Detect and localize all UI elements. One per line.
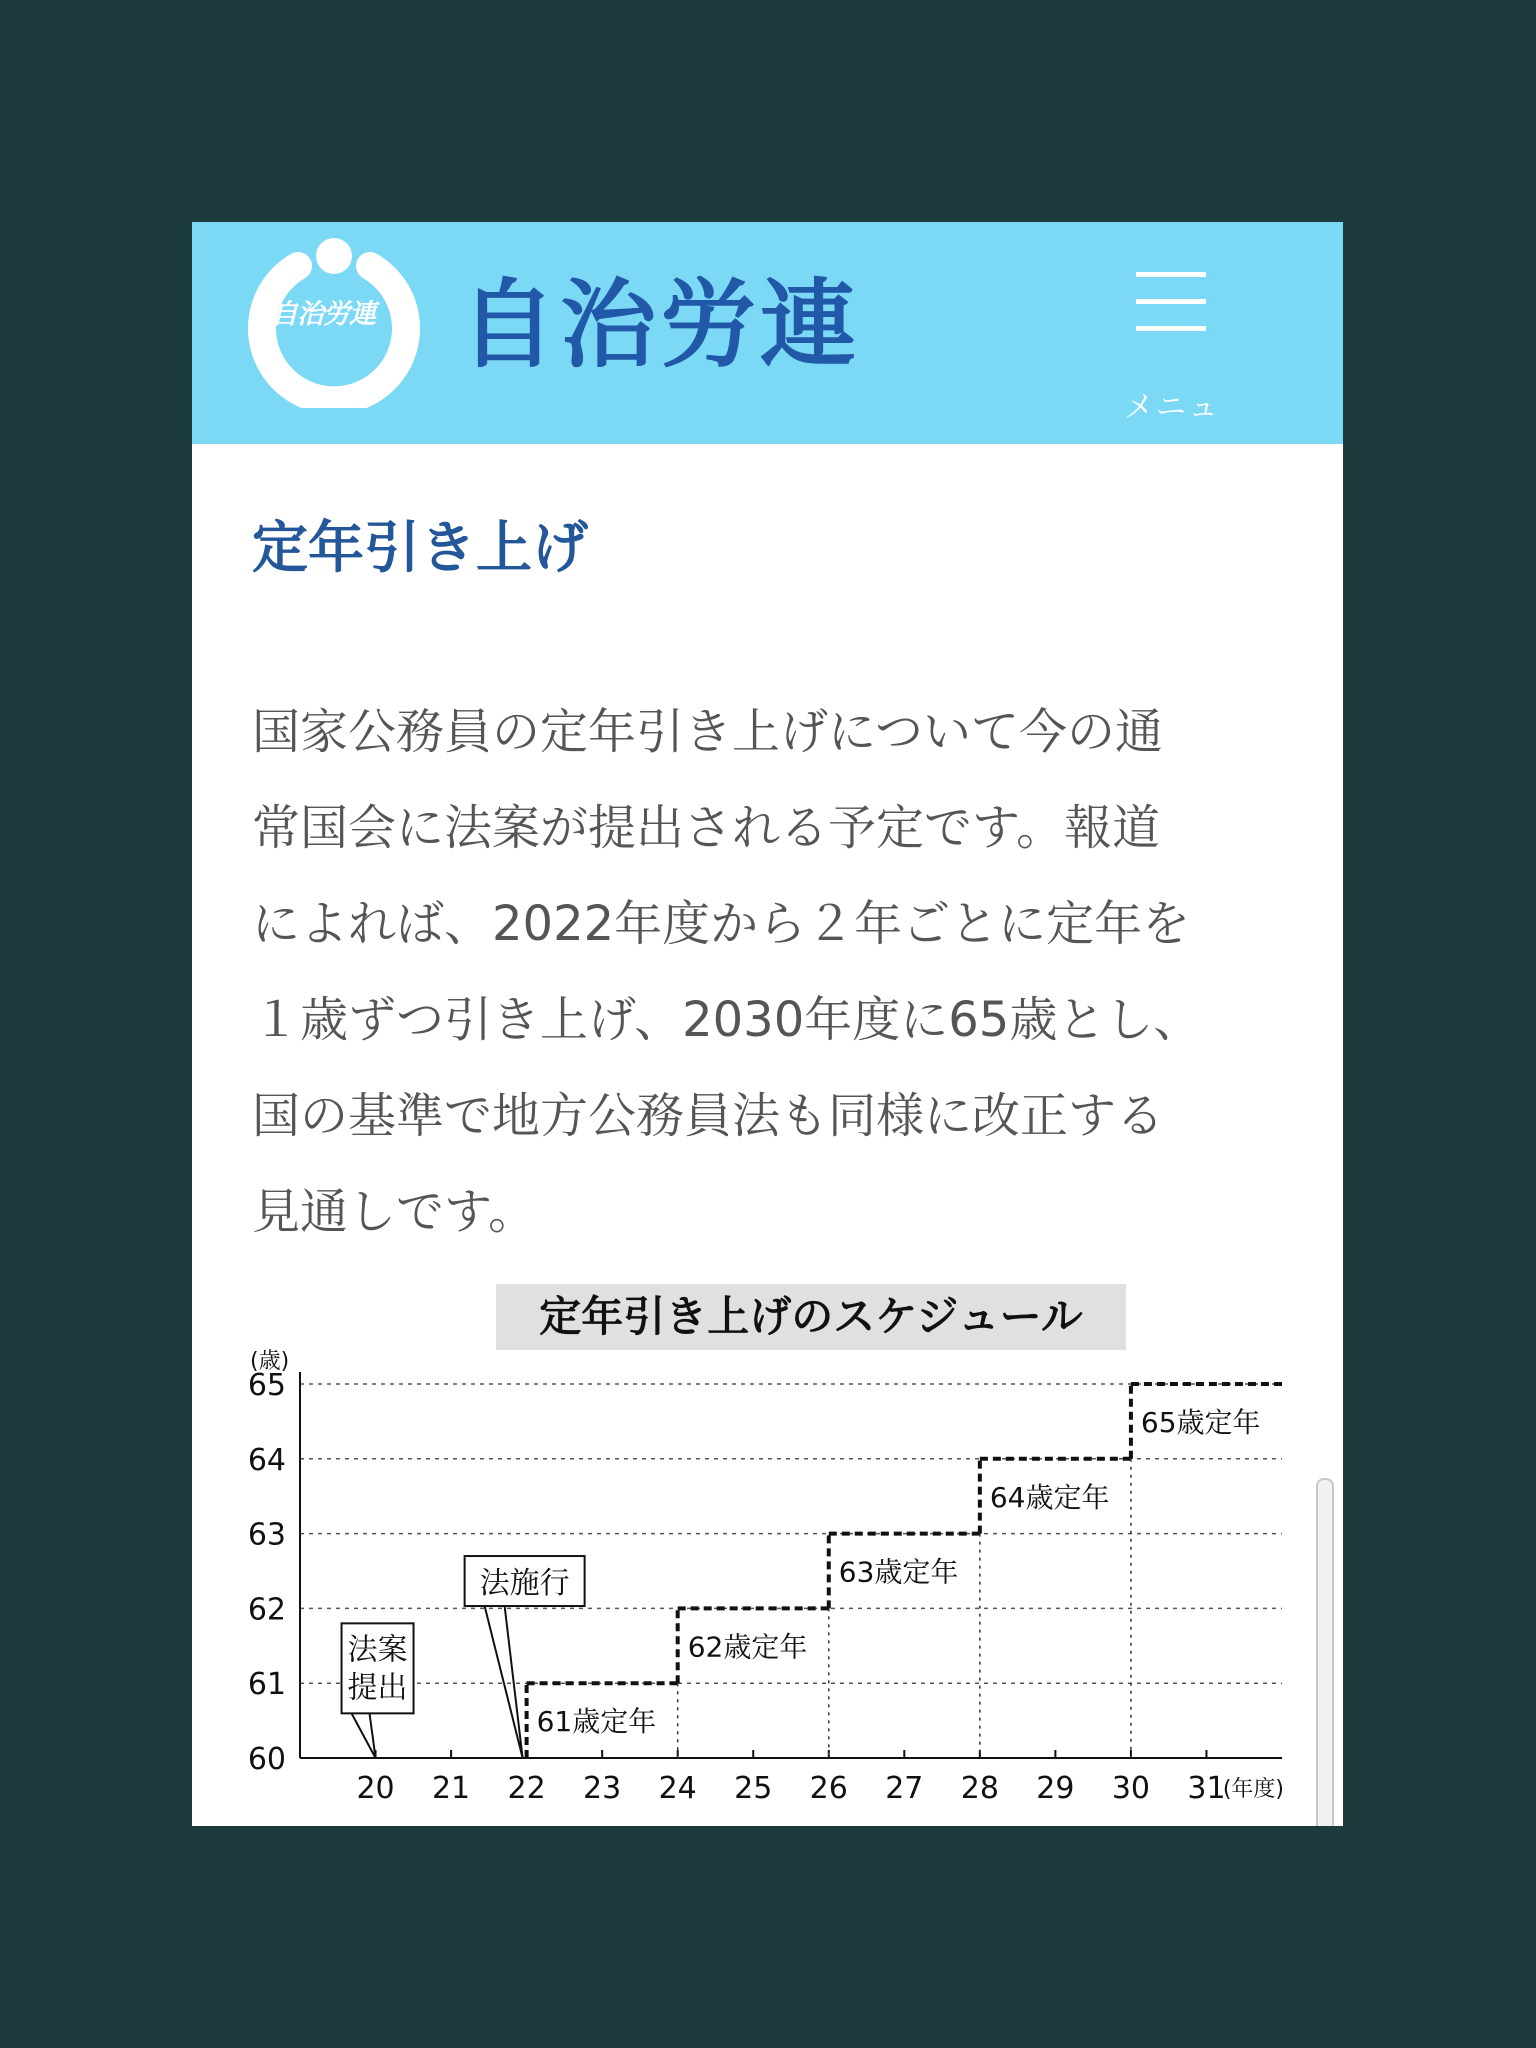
- paragraph-line: 国家公務員の定年引き上げについて今の通: [252, 704, 1164, 760]
- chart-plot: [232, 1284, 1312, 1826]
- site-brand[interactable]: 自治労連: [460, 269, 860, 381]
- x-tick-label: 28: [960, 1771, 999, 1806]
- step-label: 65歳定年: [1140, 1406, 1261, 1439]
- site-header: [192, 222, 1343, 469]
- hamburger-icon: [1136, 299, 1206, 304]
- menu-label: メニュー: [1124, 390, 1220, 469]
- x-tick-label: 26: [809, 1771, 848, 1806]
- y-tick-label: 60: [247, 1742, 286, 1777]
- callout-text: 法施行: [479, 1566, 570, 1602]
- step-label: 61歳定年: [536, 1705, 657, 1739]
- callout-pointer: [352, 1713, 376, 1758]
- hamburger-icon: [1136, 326, 1206, 331]
- x-tick-label: 25: [734, 1771, 773, 1806]
- y-tick-label: 61: [247, 1667, 286, 1703]
- logo[interactable]: [248, 236, 420, 408]
- scrollbar[interactable]: [1316, 1478, 1334, 1826]
- x-tick-label: 24: [658, 1771, 697, 1806]
- x-tick-label: 30: [1111, 1771, 1151, 1806]
- step-label: 63歳定年: [838, 1555, 959, 1589]
- x-axis-label: (年度): [1222, 1777, 1284, 1802]
- callout-text: 法案: [347, 1632, 408, 1668]
- step-label: 62歳定年: [687, 1630, 808, 1664]
- x-tick-label: 27: [885, 1771, 924, 1806]
- logo-mini-text: 自治労連: [271, 299, 375, 330]
- page-title: 定年引き上げ: [252, 516, 588, 581]
- y-axis-label: (歳): [250, 1349, 290, 1374]
- y-tick-label: 62: [247, 1592, 286, 1628]
- paragraph-line: １歳ずつ引き上げ、2030年度に65歳とし、: [252, 992, 1202, 1048]
- chart-title: 定年引き上げのスケジュール: [496, 1284, 1126, 1350]
- step-label: 64歳定年: [989, 1480, 1110, 1514]
- x-tick-label: 22: [507, 1771, 546, 1806]
- x-tick-label: 20: [356, 1771, 395, 1806]
- x-tick-label: 31: [1187, 1771, 1226, 1806]
- callout-pointer: [485, 1606, 523, 1758]
- x-tick-label: 21: [431, 1771, 471, 1806]
- paragraph-line: 国の基準で地方公務員法も同様に改正する: [252, 1088, 1165, 1144]
- menu-button[interactable]: [1112, 272, 1232, 469]
- y-tick-label: 64: [247, 1442, 286, 1478]
- hamburger-icon: [1136, 272, 1206, 277]
- schedule-chart: [232, 1284, 1312, 1826]
- y-tick-label: 65: [247, 1368, 286, 1403]
- x-tick-label: 29: [1036, 1771, 1075, 1806]
- y-tick-label: 63: [247, 1517, 286, 1553]
- paragraph-line: によれば、2022年度から２年ごとに定年を: [252, 896, 1191, 952]
- paragraph-line: 見通しです。: [252, 1184, 537, 1240]
- callout-text: 提出: [347, 1670, 408, 1706]
- paragraph-line: 常国会に法案が提出される予定です。報道: [252, 800, 1161, 856]
- phone-screen: [192, 222, 1343, 1826]
- x-tick-label: 23: [583, 1771, 622, 1806]
- article-body: [252, 684, 1292, 1260]
